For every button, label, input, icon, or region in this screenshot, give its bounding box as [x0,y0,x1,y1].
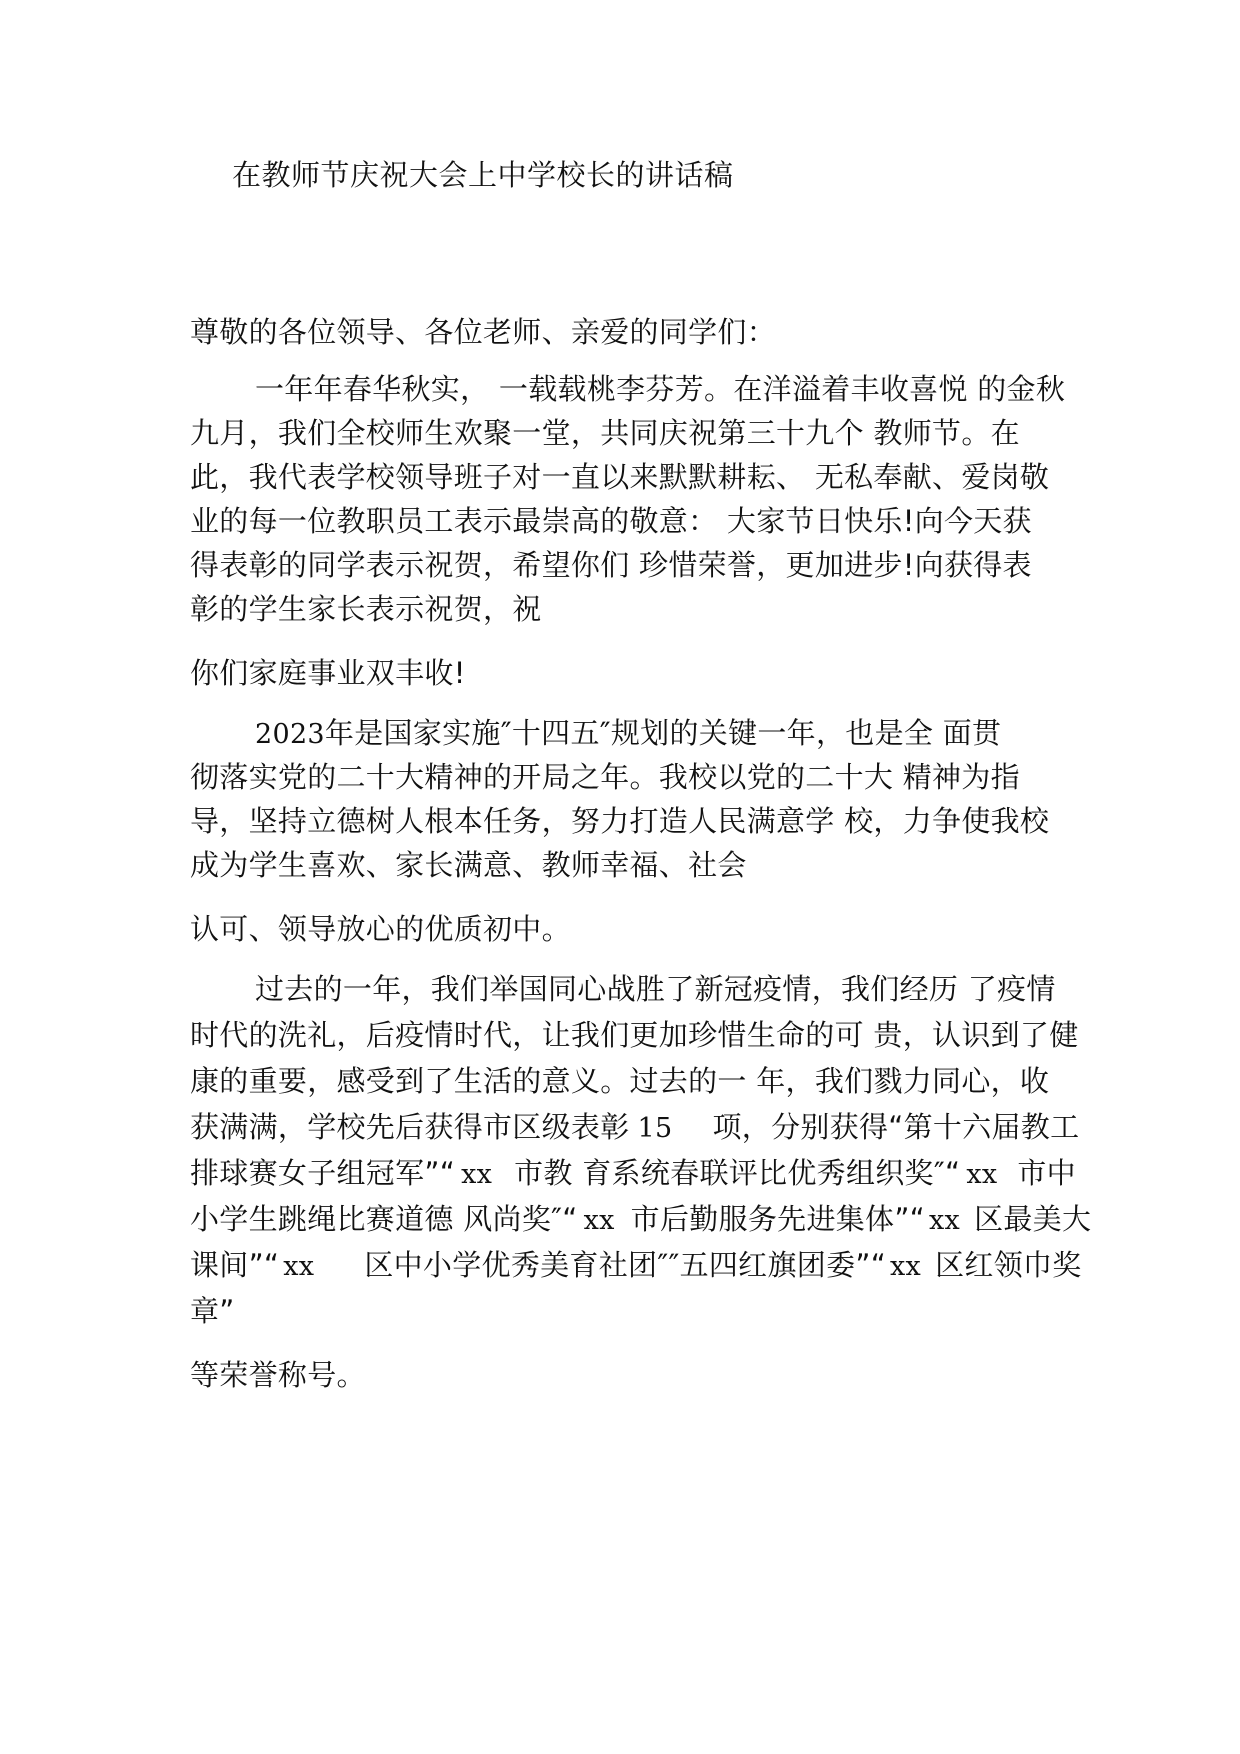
line-text: 市后勤服务先进集体”“ [630,1202,925,1236]
placeholder-xx: xx [283,1251,315,1282]
line-text: 获满满，学校先后获得市区级表彰 [190,1110,630,1144]
line-text: 区最美大 [974,1202,1092,1236]
paragraph-line [190,1243,1082,1289]
paragraph-line: 业的每一位教职员工表示最崇高的敬意： 大家节日快乐!向今天获 [190,504,1032,538]
paragraph-line: 时代的洗礼，后疫情时代，让我们更加珍惜生命的可 贵，认识到了健 [190,1018,1079,1052]
line-text: 排球赛女子组冠军”“ [190,1156,456,1190]
line-text: 小学生跳绳比赛道德 风尚奖″“ [190,1202,578,1236]
line-text: 市中 [1017,1156,1076,1190]
paragraph-line: 成为学生喜欢、家长满意、教师幸福、社会 [190,848,747,882]
paragraph-line: 此，我代表学校领导班子对一直以来默默耕耘、 无私奉献、爱岗敬 [190,460,1050,494]
placeholder-xx: xx [461,1159,493,1190]
paragraph-line: 一年年春华秋实， 一载载桃李芬芳。在洋溢着丰收喜悦 的金秋 [255,372,1066,406]
paragraph-line [255,711,1001,757]
paragraph-line [190,1151,1076,1197]
line-text: 区红领巾奖 [935,1248,1082,1282]
paragraph-line: 彻落实党的二十大精神的开局之年。我校以党的二十大 精神为指 [190,760,1020,794]
line-text: 市教 育系统春联评比优秀组织奖″“ [514,1156,961,1190]
paragraph-line: 等荣誉称号。 [190,1358,366,1392]
placeholder-xx: xx [583,1205,615,1236]
paragraph-line: 认可、领导放心的优质初中。 [190,912,571,946]
line-text: 项，分别获得“第十六届教工 [712,1110,1080,1144]
paragraph-line: 彰的学生家长表示祝贺，祝 [190,592,542,626]
placeholder-xx: xx [929,1205,961,1236]
line-text: 课间”“ [190,1248,280,1282]
paragraph-line: 你们家庭事业双丰收! [190,656,466,690]
line-text: 年是国家实施″十四五″规划的关键一年，也是全 面贯 [324,716,1002,750]
paragraph-line: 九月，我们全校师生欢聚一堂，共同庆祝第三十九个 教师节。在 [190,416,1020,450]
document-title: 在教师节庆祝大会上中学校长的讲话稿 [232,158,734,192]
count-number: 15 [637,1113,673,1144]
paragraph-line: 康的重要，感受到了生活的意义。过去的一 年，我们戮力同心，收 [190,1064,1050,1098]
salutation: 尊敬的各位领导、各位老师、亲爱的同学们： [190,315,777,349]
line-text: 区中小学优秀美育社团″″五四红旗团委”“ [364,1248,887,1282]
paragraph-line [190,1105,1079,1151]
paragraph-line: 导，坚持立德树人根本任务，努力打造人民满意学 校，力争使我校 [190,804,1050,838]
paragraph-line: 得表彰的同学表示祝贺，希望你们 珍惜荣誉，更加进步!向获得表 [190,548,1032,582]
placeholder-xx: xx [966,1159,998,1190]
year-number: 2023 [255,719,325,750]
paragraph-line: 过去的一年，我们举国同心战胜了新冠疫情，我们经历 了疫情 [255,972,1056,1006]
placeholder-xx: xx [890,1251,922,1282]
paragraph-line [190,1197,1091,1243]
paragraph-line: 章” [190,1294,235,1328]
